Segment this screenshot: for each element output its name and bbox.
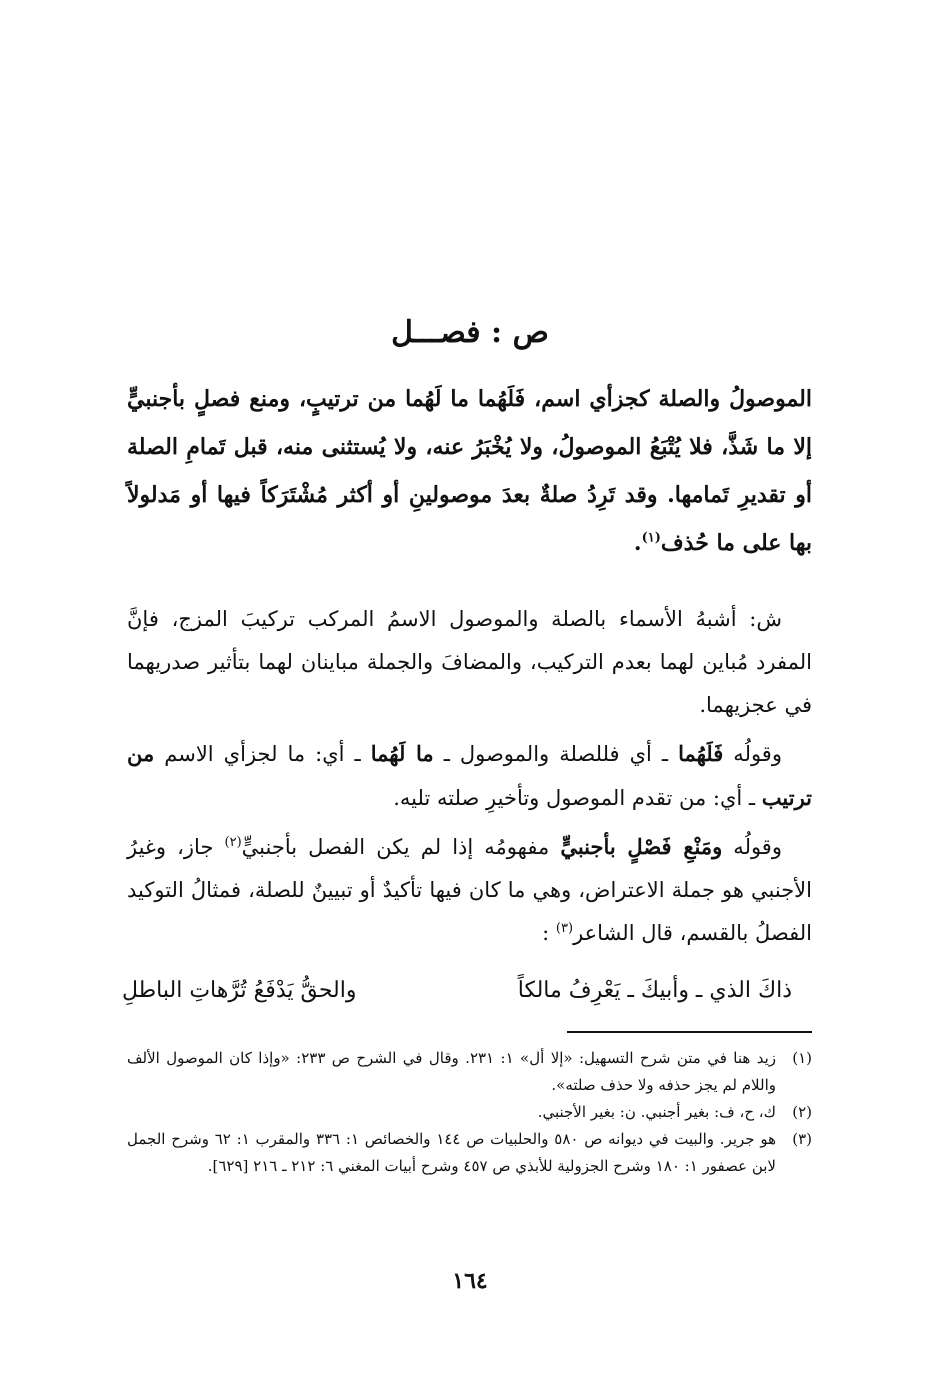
matn-end: . [633,530,642,556]
matn-text [127,375,812,567]
footnote-1 [127,1045,812,1099]
text-run: ـ أي فللصلة والموصول ـ [433,742,679,766]
footnote-3 [127,1126,812,1180]
footnote-ref-2: (٢) [224,835,242,850]
footnote-ref-3: (٣) [555,921,574,936]
verse-second-hemistich: والحقُّ يَدْفَعُ تُرَّهاتِ الباطلِ [122,978,357,1003]
text-run: وقولُه [723,742,782,766]
text-run: : [542,921,556,945]
sharh-paragraph-3 [127,825,812,955]
footnote-text: هو جرير. والبيت في ديوانه ص ٥٨٠ والحلبيات ص ١٤٤ والخصائص ١: ٣٣٦ والمقرب ١: ٦٢ وشرح الجمل لابن عصفور ١: ١٨٠ وشرح الجزولية للأبذي ص ٤٥٧ وشرح أبيات المغني ٦: ٢١٢ ـ ٢١٦ [٦٢٩]. [127,1130,776,1175]
footnote-text: زيد هنا في متن شرح التسهيل: «إلا أل» ١: ٢٣١. وقال في الشرح ص ٢٣٣: «وإذا كان الموصول الألف واللام لم يجز حذفه ولا حذف صلته». [127,1049,776,1094]
footnotes [127,1045,812,1180]
footnote-text: ك، ح، ف: بغير أجنبي. ن: بغير الأجنبي. [537,1103,776,1121]
quoted-term: من ترتيب [127,741,812,810]
text-run: وقولُه [722,835,782,859]
poetry-verse [122,978,792,1003]
footnote-ref-1: (١) [641,530,661,546]
text-run: ـ أي: ما لجزأي الاسم [154,742,371,766]
quoted-term: ومَنْعِ فَصْلٍ بأجنبيٍّ [560,834,723,859]
matn-body: الموصولُ والصلة كجزأي اسم، فَلَهُما ما لَهُما من ترتيبٍ، ومنع فصلٍ بأجنبيٍّ إلا ما شَذَّ، فلا يُتْبَعُ الموصولُ، ولا يُخْبَرُ عنه، ولا يُستثنى منه، قبل تَمامِ الصلة أو تقديرِ تَمامها. وقد تَرِدُ صلةٌ بعدَ موصولينِ أو أكثر مُشْتَرَكاً فيها أو مَدلولاً بها على ما حُذف [127,386,812,556]
quoted-term: فَلَهُما [678,741,724,766]
verse-first-hemistich: ذاكَ الذي ـ وأبيكَ ـ يَعْرِفُ مالكاً [517,978,792,1003]
footnote-number: (٣) [792,1130,812,1148]
footnote-number: (٢) [792,1103,812,1121]
sharh-text [127,598,812,960]
footnote-divider [567,1031,812,1033]
text-run: ـ أي: من تقدم الموصول وتأخيرِ صلته تليه. [393,786,762,810]
section-heading: ص : فصـــل [391,315,549,350]
footnote-2 [127,1099,812,1126]
sharh-paragraph-1: ش: أشبهُ الأسماء بالصلة والموصول الاسمُ المركب تركيبَ المزج، فإنَّ المفرد مُباين لهما بعدم التركيب، والمضافَ والجملة مباينان لهما بتأثير صدريهما في عجزيهما. [127,607,812,717]
text-run: جاز، وغيرُ الأجنبي هو جملة الاعتراض، وهي ما كان فيها تأكيدٌ أو تبيينٌ للصلة، فمثالُ التوكيد الفصلُ بالقسم، قال الشاعر [127,835,812,945]
text-run: مفهومُه إذا لم يكن الفصل بأجنبيٍّ [241,835,561,859]
quoted-term: ما لَهُما [370,741,434,766]
sharh-paragraph-2 [127,732,812,820]
page-number: ١٦٤ [452,1268,488,1294]
footnote-number: (١) [792,1049,812,1067]
